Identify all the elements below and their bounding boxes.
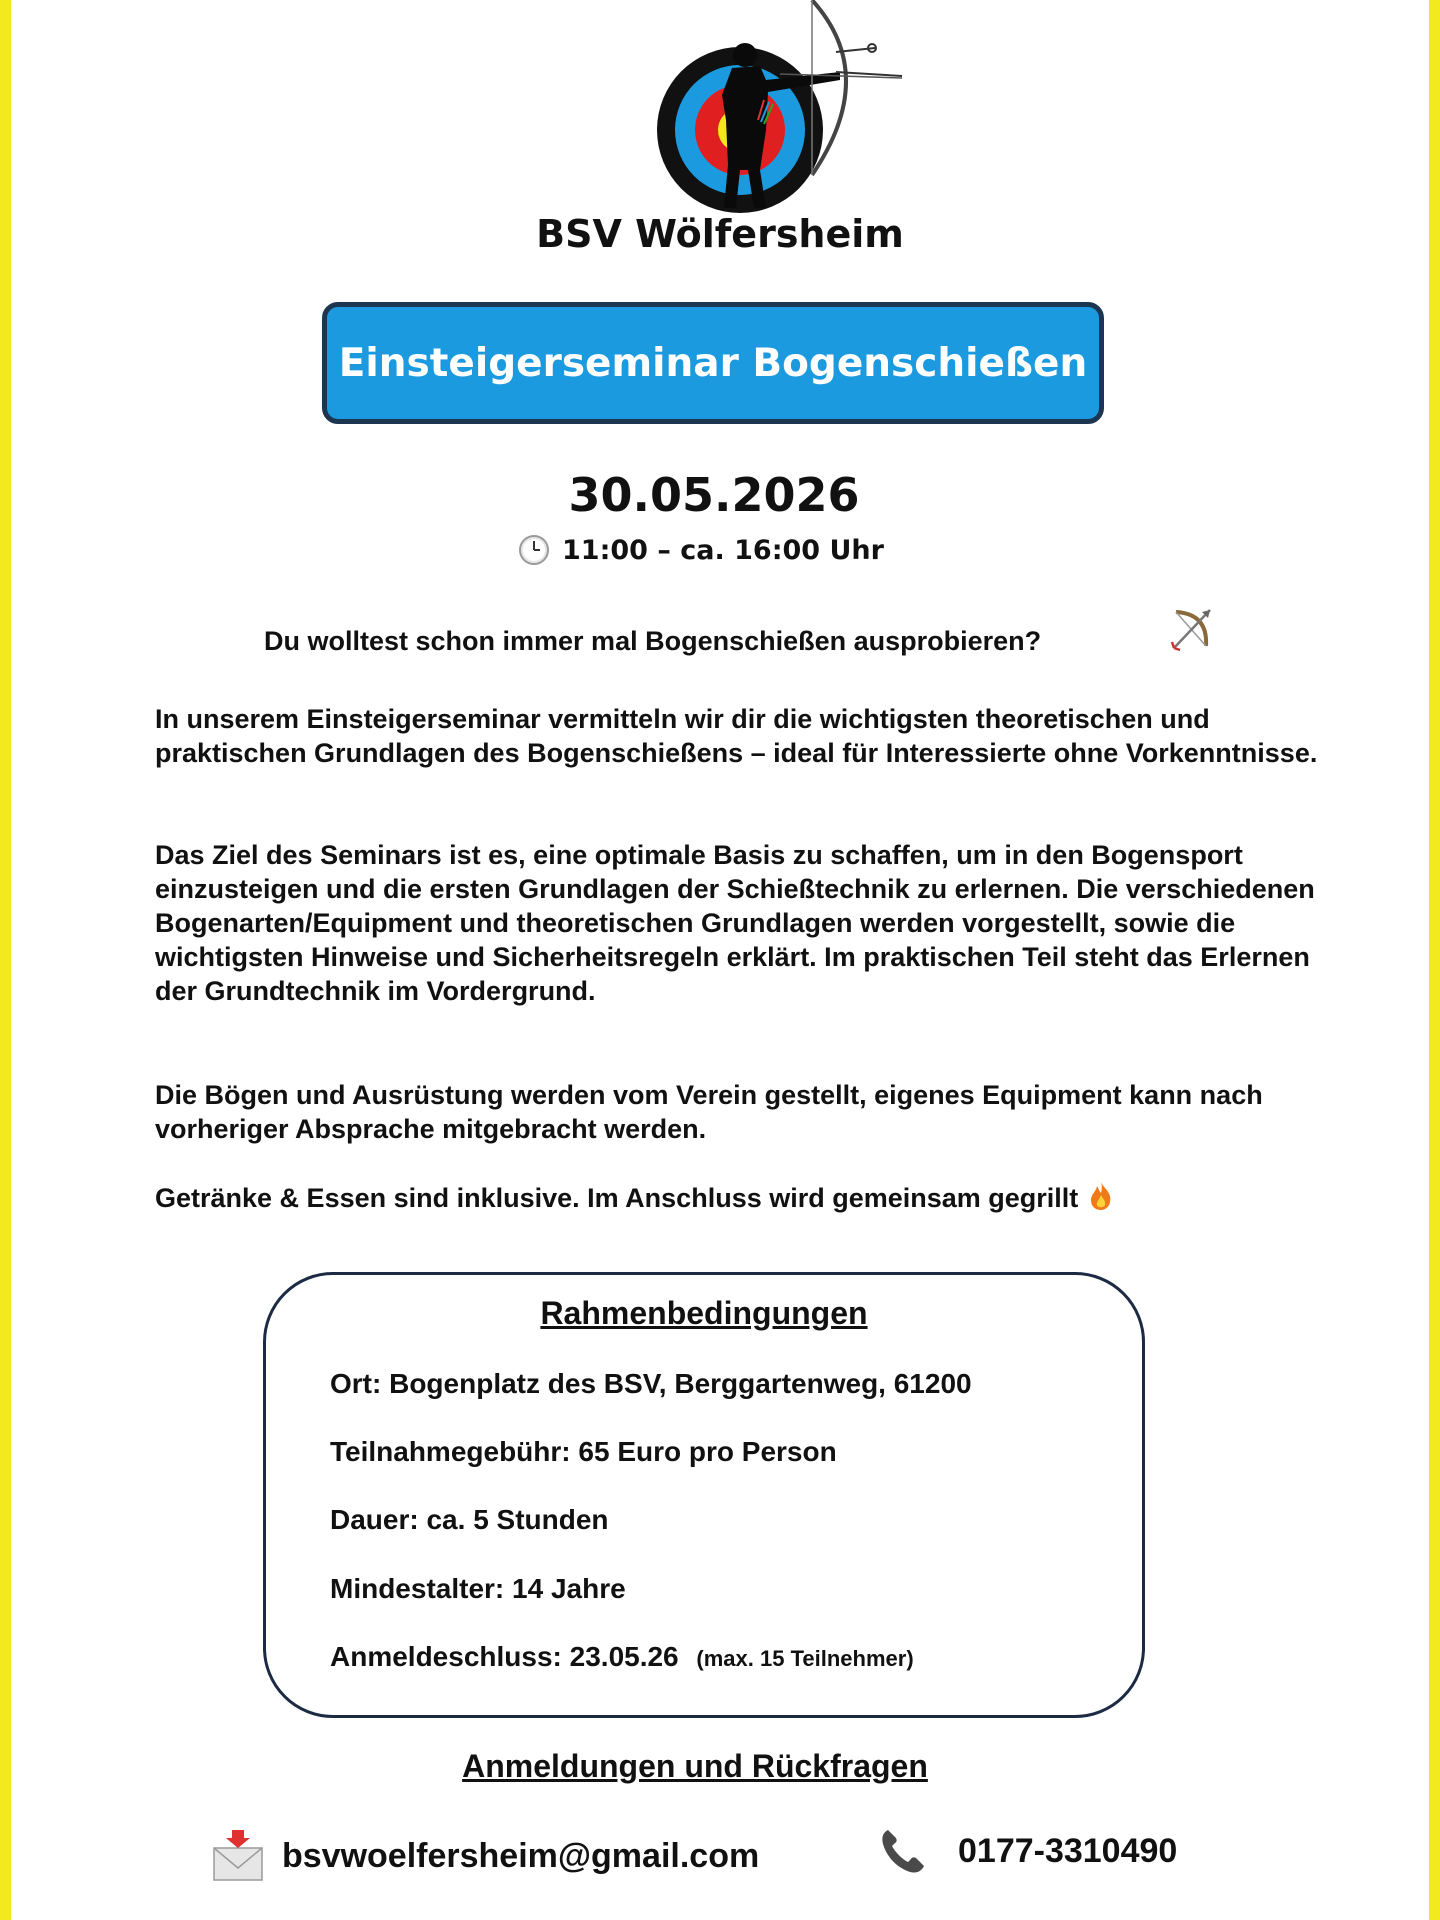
condition-value: Bogenplatz des BSV, Berggartenweg, 61200 [389, 1368, 972, 1399]
phone-number[interactable]: 0177-3310490 [958, 1831, 1178, 1870]
contact-phone[interactable] [878, 1826, 1177, 1876]
fire-icon [1088, 1181, 1114, 1211]
page-title: Einsteigerseminar Bogenschießen [338, 340, 1088, 386]
condition-min-age [330, 1573, 626, 1605]
condition-label: Teilnahmegebühr: [330, 1436, 571, 1467]
condition-label: Dauer: [330, 1504, 419, 1535]
envelope-incoming-icon [210, 1830, 266, 1882]
intro-question: Du wolltest schon immer mal Bogenschießen ausprobieren? [264, 626, 1042, 656]
conditions-box [263, 1272, 1145, 1718]
contact-heading: Anmeldungen und Rückfragen [462, 1748, 928, 1784]
paragraph-catering [155, 1181, 1355, 1215]
email-address[interactable]: bsvwoelfersheim@gmail.com [282, 1836, 760, 1875]
condition-location [330, 1368, 972, 1400]
paragraph-catering-text: Getränke & Essen sind inklusive. Im Anschluss wird gemeinsam gegrillt [155, 1183, 1079, 1213]
condition-label: Anmeldeschluss: [330, 1641, 562, 1672]
left-yellow-border [0, 0, 11, 1920]
archer-target-logo-icon [640, 0, 910, 215]
condition-value: 14 Jahre [512, 1573, 626, 1604]
max-participants-note: (max. 15 Teilnehmer) [696, 1646, 914, 1671]
event-date: 30.05.2026 [568, 468, 860, 522]
event-time [518, 528, 884, 572]
paragraph-equipment: Die Bögen und Ausrüstung werden vom Verein gestellt, eigenes Equipment kann nach vorheriger Absprache mitgebracht werden. [155, 1080, 1263, 1144]
condition-value: 65 Euro pro Person [578, 1436, 837, 1467]
club-name: BSV Wölfersheim [536, 212, 904, 256]
right-yellow-border [1429, 0, 1440, 1920]
paragraph-intro: In unserem Einsteigerseminar vermitteln wir dir die wichtigsten theoretischen und praktischen Grundlagen des Bogenschießens – ideal für Interessierte ohne Vorkenntnisse. [155, 704, 1318, 768]
condition-value: 23.05.26 [569, 1641, 679, 1672]
condition-fee [330, 1436, 837, 1468]
phone-icon [878, 1826, 928, 1876]
event-time-text: 11:00 – ca. 16:00 Uhr [562, 534, 884, 566]
conditions-title: Rahmenbedingungen [540, 1295, 868, 1331]
condition-duration [330, 1504, 609, 1536]
clock-icon [518, 534, 550, 566]
condition-label: Mindestalter: [330, 1573, 505, 1604]
bow-and-arrow-icon [1166, 604, 1216, 654]
title-banner [322, 302, 1104, 424]
condition-deadline [330, 1641, 914, 1673]
contact-email[interactable] [210, 1830, 759, 1882]
condition-value: ca. 5 Stunden [426, 1504, 609, 1535]
condition-label: Ort: [330, 1368, 382, 1399]
paragraph-goal: Das Ziel des Seminars ist es, eine optimale Basis zu schaffen, um in den Bogensport einzusteigen und die ersten Grundlagen der Schießtechnik zu erlernen. Die verschiedenen Bogenarten/Equipment und theoretischen Grundlagen werden vorgestellt, sowie die wichtigsten Hinweise und Sicherheitsregeln erklärt. Im praktischen Teil steht das Erlernen der Grundtechnik im Vordergrund. [155, 840, 1315, 1006]
